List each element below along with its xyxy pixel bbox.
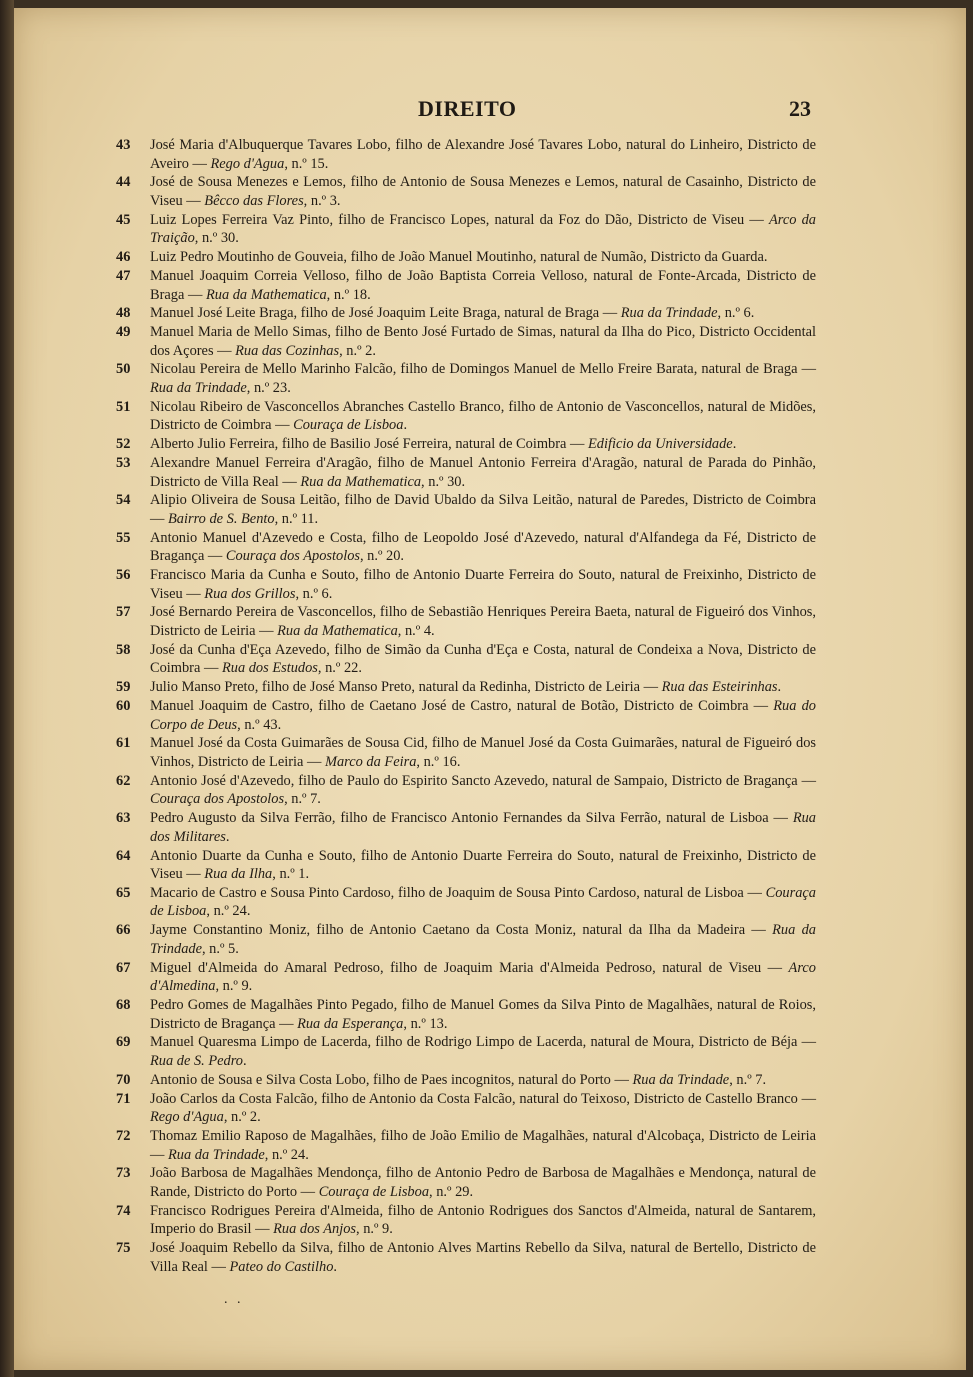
entry-house-number: . (225, 828, 230, 845)
entry-address: Rego d'Agua (150, 1109, 224, 1126)
entry-house-number: . (403, 417, 408, 434)
list-item (116, 678, 816, 697)
entry-number: 73 (116, 1165, 131, 1182)
list-item (116, 136, 816, 173)
entry-address: Edificio da Universidade (588, 436, 733, 453)
list-item (116, 1071, 816, 1090)
entry-house-number: , n.º 9. (356, 1221, 393, 1238)
entry-address: Rua das Esteirinhas (661, 679, 778, 696)
entry-text: José Joaquim Rebello da Silva, filho de Antonio Alves Martins Rebello da Silva, natural de Bertello, Districto de Villa Real — (150, 1240, 816, 1275)
entry-number: 56 (116, 567, 131, 584)
entry-address: Couraça dos Apostolos (225, 548, 360, 565)
entry-house-number: , n.º 43. (237, 716, 282, 733)
entry-house-number: , n.º 15. (284, 155, 329, 172)
running-title: DIREITO (418, 96, 517, 121)
entry-house-number: , n.º 16. (416, 753, 461, 770)
list-item (116, 248, 816, 267)
list-item (116, 529, 816, 566)
list-item (116, 454, 816, 491)
list-item (116, 173, 816, 210)
entry-house-number: , n.º 24. (264, 1146, 309, 1163)
entry-text: João Carlos da Costa Falcão, filho de Antonio da Costa Falcão, natural do Teixoso, Districto de Castello Branco — (150, 1090, 816, 1107)
entry-house-number: , n.º 6. (717, 305, 755, 322)
entry-number: 71 (116, 1090, 131, 1107)
entry-text: João Barbosa de Magalhães Mendonça, filho de Antonio Pedro de Barbosa de Magalhães e Mendonça, natural de Rande, Districto do Porto — (150, 1165, 816, 1200)
entry-number: 47 (116, 267, 131, 284)
entry-text: Antonio Duarte da Cunha e Souto, filho de Antonio Duarte Ferreira do Souto, natural de Freixinho, Districto de Viseu — (150, 847, 816, 883)
entry-number: 57 (116, 604, 131, 621)
list-item (116, 360, 816, 397)
entry-address: Bêcco das Flores (204, 192, 304, 209)
entry-address: Rua das Cozinhas (235, 342, 340, 359)
entry-number: 68 (116, 997, 131, 1013)
list-item (116, 398, 816, 435)
entry-house-number: , n.º 22. (317, 660, 362, 677)
entry-address: Rua da Mathematica (300, 473, 422, 490)
list-item (116, 435, 816, 454)
entry-number: 67 (116, 959, 131, 976)
entry-number: 66 (116, 922, 131, 939)
list-item (116, 921, 816, 958)
entry-text: Macario de Castro e Sousa Pinto Cardoso, filho de Joaquim de Sousa Pinto Cardoso, natural de Lisboa — (150, 884, 766, 901)
entry-address: Rua da Trindade (150, 380, 247, 397)
entry-address: Rua da Trindade (620, 305, 718, 322)
entry-text: Luiz Pedro Moutinho de Gouveia, filho de João Manuel Moutinho, natural de Numão, Districto da Guarda. (150, 249, 768, 266)
entry-number: 49 (116, 324, 131, 341)
entry-address: Rua da Esperança (297, 1015, 404, 1032)
entry-text: Francisco Maria da Cunha e Souto, filho de Antonio Duarte Ferreira do Souto, natural de Freixinho, Districto de Viseu — (150, 567, 816, 602)
entry-house-number: , n.º 9. (215, 978, 253, 995)
entry-number: 69 (116, 1034, 131, 1051)
entry-address: Rua dos Anjos (273, 1221, 356, 1238)
entry-text: Antonio de Sousa e Silva Costa Lobo, filho de Paes incognitos, natural do Porto — (150, 1071, 633, 1088)
entry-house-number: . (242, 1052, 247, 1069)
entry-text: Alexandre Manuel Ferreira d'Aragão, filho de Manuel Antonio Ferreira d'Aragão, natural de Parada do Pinhão, Districto de Villa Real — (150, 454, 816, 490)
entry-text: José da Cunha d'Eça Azevedo, filho de Simão da Cunha d'Eça e Costa, natural de Condeixa a Nova, Districto de Coimbra — (150, 641, 816, 677)
entry-address: Arco da Traição (150, 211, 816, 247)
entry-text: Alberto Julio Ferreira, filho de Basilio José Ferreira, natural de Coimbra — (150, 436, 589, 453)
entry-number: 61 (116, 735, 131, 752)
entry-number: 59 (116, 679, 131, 696)
entry-text: Antonio José d'Azevedo, filho de Paulo do Espirito Sancto Azevedo, natural de Sampaio, Districto de Bragança — (150, 772, 816, 789)
entry-house-number: , n.º 5. (201, 940, 239, 957)
list-item (116, 1033, 816, 1070)
entry-address: Marco da Feira (325, 753, 417, 770)
list-item (116, 1202, 816, 1239)
entry-text: Antonio Manuel d'Azevedo e Costa, filho de Leopoldo José d'Azevedo, natural d'Alfandega da Fé, Districto de Bragança — (150, 529, 816, 565)
entry-house-number: , n.º 6. (295, 585, 333, 602)
list-item (116, 603, 816, 640)
entry-house-number: . (732, 436, 737, 453)
entry-address: Couraça de Lisboa (318, 1183, 430, 1200)
list-item (116, 959, 816, 996)
entry-address: Rua dos Militares (150, 810, 816, 845)
entry-number: 60 (116, 698, 131, 714)
entry-number: 65 (116, 884, 131, 901)
entry-house-number: , n.º 7. (729, 1071, 767, 1088)
entry-number: 75 (116, 1240, 131, 1257)
entry-address: Rego d'Agua (210, 155, 285, 172)
list-item (116, 304, 816, 323)
entry-number: 70 (116, 1071, 131, 1088)
list-item (116, 491, 816, 528)
entry-text: Pedro Gomes de Magalhães Pinto Pegado, filho de Manuel Gomes da Silva Pinto de Magalhães, natural de Roios, Districto de Bragança — (150, 997, 816, 1032)
list-item (116, 996, 816, 1033)
entry-address: Rua da Trindade (150, 922, 816, 957)
entry-number: 50 (116, 361, 131, 378)
list-item (116, 211, 816, 248)
list-item (116, 1127, 816, 1164)
entry-house-number: , n.º 7. (284, 791, 321, 808)
list-item (116, 566, 816, 603)
list-item (116, 1164, 816, 1201)
entry-address: Couraça dos Apostolos (150, 791, 285, 808)
entry-house-number: , n.º 20. (359, 548, 405, 565)
entry-number: 72 (116, 1127, 131, 1144)
entry-address: Couraça de Lisboa (293, 417, 404, 434)
entry-number: 62 (116, 772, 131, 789)
footer-mark: . . (224, 1292, 244, 1307)
entry-text: Nicolau Pereira de Mello Marinho Falcão, filho de Domingos Manuel de Mello Freire Barata, natural de Braga — (150, 361, 816, 378)
entry-number: 58 (116, 641, 131, 658)
entry-text: Pedro Augusto da Silva Ferrão, filho de Francisco Antonio Fernandes da Silva Ferrão, natural de Lisboa — (150, 810, 793, 827)
entry-number: 45 (116, 211, 131, 228)
page-number: 23 (789, 96, 811, 121)
entry-text: Manuel Joaquim Correia Velloso, filho de João Baptista Correia Velloso, natural de Fonte-Arcada, Districto de Braga — (150, 267, 816, 303)
entry-number: 43 (116, 137, 131, 153)
page-header (14, 92, 966, 126)
entry-text: José Maria d'Albuquerque Tavares Lobo, filho de Alexandre José Tavares Lobo, natural do Linheiro, Districto de Aveiro — (150, 137, 816, 172)
entry-house-number: , n.º 2. (339, 342, 376, 359)
entry-number: 55 (116, 529, 131, 546)
entry-text: Alipio Oliveira de Sousa Leitão, filho de David Ubaldo da Silva Leitão, natural de Paredes, Districto de Coimbra — (150, 492, 816, 527)
list-item (116, 734, 816, 771)
entry-address: Rua da Mathematica (277, 623, 398, 640)
entry-address: Rua da Mathematica (205, 286, 327, 303)
entry-address: Rua do Corpo de Deus (150, 698, 816, 733)
entry-address: Rua dos Estudos (221, 660, 318, 677)
entry-text: José de Sousa Menezes e Lemos, filho de Antonio de Sousa Menezes e Lemos, natural de Casainho, Districto de Viseu — (150, 174, 816, 209)
entry-number: 74 (116, 1202, 131, 1219)
entry-text: Manuel José Leite Braga, filho de José Joaquim Leite Braga, natural de Braga — (150, 305, 621, 322)
entry-address: Rua da Trindade (632, 1071, 730, 1088)
student-list (116, 136, 816, 1276)
entry-address: Rua de S. Pedro (150, 1052, 243, 1069)
entry-number: 46 (116, 249, 131, 266)
entry-house-number: , n.º 24. (206, 903, 251, 920)
entry-house-number: , n.º 1. (272, 866, 310, 883)
list-item (116, 884, 816, 921)
list-item (116, 1239, 816, 1276)
entry-address: Arco d'Almedina (150, 959, 816, 995)
entry-house-number: , n.º 18. (326, 286, 371, 303)
entry-text: Thomaz Emilio Raposo de Magalhães, filho de João Emilio de Magalhães, natural d'Alcobaça, Districto de Leiria — (150, 1127, 816, 1163)
list-item (116, 323, 816, 360)
entry-text: Luiz Lopes Ferreira Vaz Pinto, filho de Francisco Lopes, natural da Foz do Dão, Districto de Viseu — (150, 211, 769, 228)
entry-number: 64 (116, 847, 131, 864)
entry-text: Francisco Rodrigues Pereira d'Almeida, filho de Antonio Rodrigues dos Sanctos d'Almeida, natural de Santarem, Imperio do Brasil — (150, 1202, 816, 1238)
entry-address: Rua dos Grillos (204, 585, 296, 602)
entry-address: Pateo do Castilho (229, 1258, 334, 1275)
entry-text: Manuel Quaresma Limpo de Lacerda, filho de Rodrigo Limpo de Lacerda, natural de Moura, Districto de Béja — (150, 1034, 816, 1051)
entry-number: 51 (116, 398, 131, 415)
entry-house-number: , n.º 29. (429, 1183, 474, 1200)
entry-text: Julio Manso Preto, filho de José Manso Preto, natural da Redinha, Districto de Leiria — (150, 679, 662, 696)
entry-house-number: , n.º 4. (397, 623, 435, 640)
entry-text: Miguel d'Almeida do Amaral Pedroso, filho de Joaquim Maria d'Almeida Pedroso, natural de Viseu — (150, 959, 789, 976)
entry-number: 63 (116, 810, 131, 827)
entry-address: Couraça de Lisboa (150, 884, 816, 920)
entry-text: Manuel José da Costa Guimarães de Sousa Cid, filho de Manuel José da Costa Guimarães, natural de Figueiró dos Vinhos, Districto de Leiria — (150, 735, 816, 770)
entry-number: 54 (116, 492, 131, 509)
book-gutter (0, 0, 14, 1377)
entry-address: Bairro de S. Bento (168, 510, 275, 527)
document-page (14, 8, 966, 1370)
list-item (116, 772, 816, 809)
entry-text: Manuel Maria de Mello Simas, filho de Bento José Furtado de Simas, natural da Ilha do Pico, Districto Occidental dos Açores — (150, 324, 816, 359)
entry-house-number: , n.º 30. (421, 473, 466, 490)
entry-house-number: . (777, 679, 782, 696)
entry-address: Rua da Trindade (168, 1146, 265, 1163)
entry-house-number: , n.º 3. (303, 192, 341, 209)
entry-house-number: , n.º 23. (246, 380, 291, 397)
entry-text: Jayme Constantino Moniz, filho de Antonio Caetano da Costa Moniz, natural da Ilha da Madeira — (150, 922, 773, 939)
entry-number: 52 (116, 436, 131, 453)
list-item (116, 847, 816, 884)
entry-house-number: , n.º 13. (403, 1015, 448, 1032)
entry-text: Manuel Joaquim de Castro, filho de Caetano José de Castro, natural de Botão, Districto de Coimbra — (150, 698, 774, 714)
entry-number: 53 (116, 454, 131, 471)
list-item (116, 697, 816, 734)
entry-house-number: , n.º 11. (274, 510, 319, 527)
list-item (116, 809, 816, 846)
entry-text: Nicolau Ribeiro de Vasconcellos Abranches Castello Branco, filho de Antonio de Vasconcellos, natural de Midões, Districto de Coimbra — (150, 398, 816, 434)
entry-house-number: , n.º 2. (223, 1109, 261, 1126)
entry-number: 44 (116, 174, 131, 191)
entry-house-number: . (333, 1258, 338, 1275)
list-item (116, 267, 816, 304)
entry-text: José Bernardo Pereira de Vasconcellos, filho de Sebastião Henriques Pereira Baeta, natural de Figueiró dos Vinhos, Districto de Leiria — (150, 604, 816, 640)
list-item (116, 641, 816, 678)
list-item (116, 1090, 816, 1127)
entry-address: Rua da Ilha (204, 866, 273, 883)
entry-number: 48 (116, 305, 131, 322)
entry-house-number: , n.º 30. (194, 230, 239, 247)
